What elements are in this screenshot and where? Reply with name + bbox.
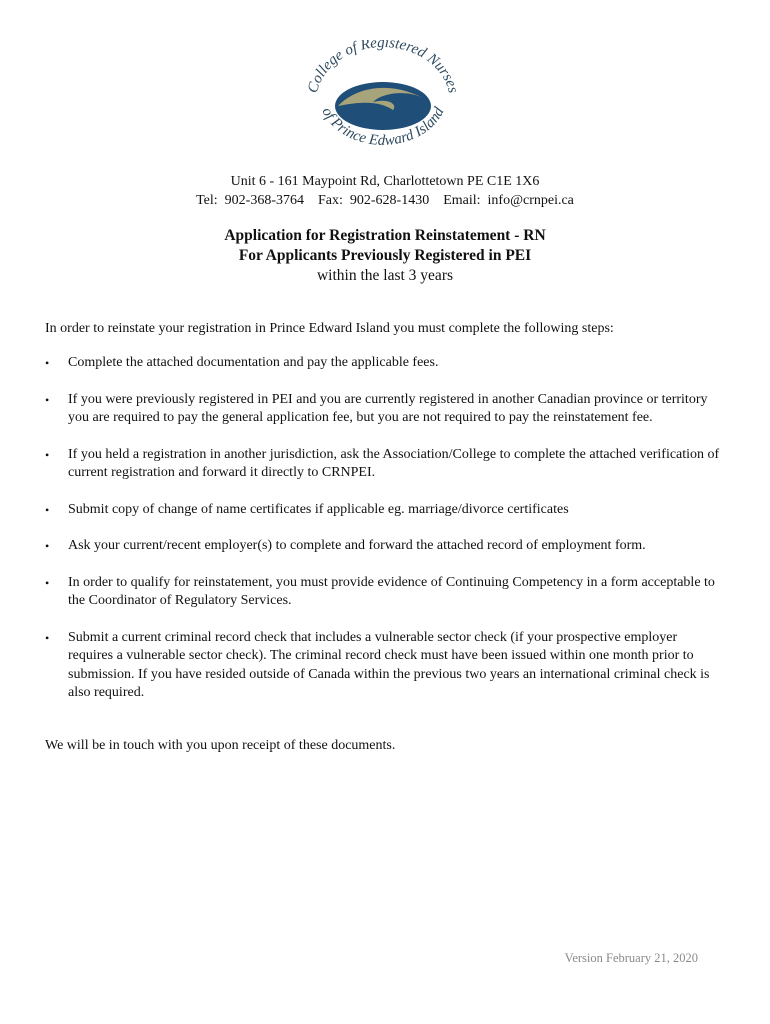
list-item xyxy=(45,537,725,556)
document-title: Application for Registration Reinstatement - RN xyxy=(224,227,546,244)
step-text: If you were previously registered in PEI and you are currently registered in another Canadian province or territory you are required to pay the general application fee, but you are not required to pay the reinstatement fee. xyxy=(68,391,708,425)
bullet-icon: • xyxy=(45,539,50,553)
step-text: Submit a current criminal record check that includes a vulnerable sector check (if your prospective employer requires a vulnerable sector check). The criminal record check must have been issued within one month prior to submission. If you have resided outside of Canada within the previous two years an international criminal check is also required. xyxy=(68,629,710,700)
bullet-icon: • xyxy=(45,502,50,517)
bullet-icon: • xyxy=(45,392,50,407)
list-item xyxy=(45,629,725,703)
bullet-icon: • xyxy=(45,575,50,590)
list-item xyxy=(45,391,725,428)
closing-paragraph: We will be in touch with you upon receipt of these documents. xyxy=(45,738,396,753)
list-item xyxy=(45,574,725,611)
step-text: Ask your current/recent employer(s) to complete and forward the attached record of employment form. xyxy=(68,538,646,553)
version-footer: Version February 21, 2020 xyxy=(564,951,698,965)
list-item xyxy=(45,446,725,483)
document-title-block xyxy=(0,226,770,286)
step-text: Submit copy of change of name certificates if applicable eg. marriage/divorce certificates xyxy=(68,501,569,517)
list-item xyxy=(45,354,725,373)
bullet-icon: • xyxy=(45,356,50,370)
step-text: If you held a registration in another jurisdiction, ask the Association/College to complete the attached verification of current registration and forward it directly to CRNPEI. xyxy=(68,446,720,480)
bullet-icon: • xyxy=(45,630,50,645)
college-logo xyxy=(298,40,468,160)
contact-line: Tel: 902-368-3764 Fax: 902-628-1430 Email: info@crnpei.ca xyxy=(196,193,574,208)
document-subtitle-note: within the last 3 years xyxy=(316,267,454,284)
step-text: Complete the attached documentation and pay the applicable fees. xyxy=(68,355,439,370)
document-subtitle: For Applicants Previously Registered in PEI xyxy=(238,247,532,264)
logo-arc-text-top: College of Registered Nurses xyxy=(305,40,461,95)
steps-list xyxy=(45,354,725,721)
logo-graphic xyxy=(298,40,468,160)
list-item xyxy=(45,501,725,520)
logo-arc-text-bottom: of Prince Edward Island xyxy=(318,104,448,149)
bullet-icon: • xyxy=(45,447,50,462)
address-line: Unit 6 - 161 Maypoint Rd, Charlottetown PE C1E 1X6 xyxy=(230,174,540,189)
step-text: In order to qualify for reinstatement, you must provide evidence of Continuing Competency in a form acceptable to the Coordinator of Regulatory Services. xyxy=(68,574,715,608)
intro-paragraph: In order to reinstate your registration in Prince Edward Island you must complete the following steps: xyxy=(45,321,614,336)
address-block xyxy=(0,172,770,210)
